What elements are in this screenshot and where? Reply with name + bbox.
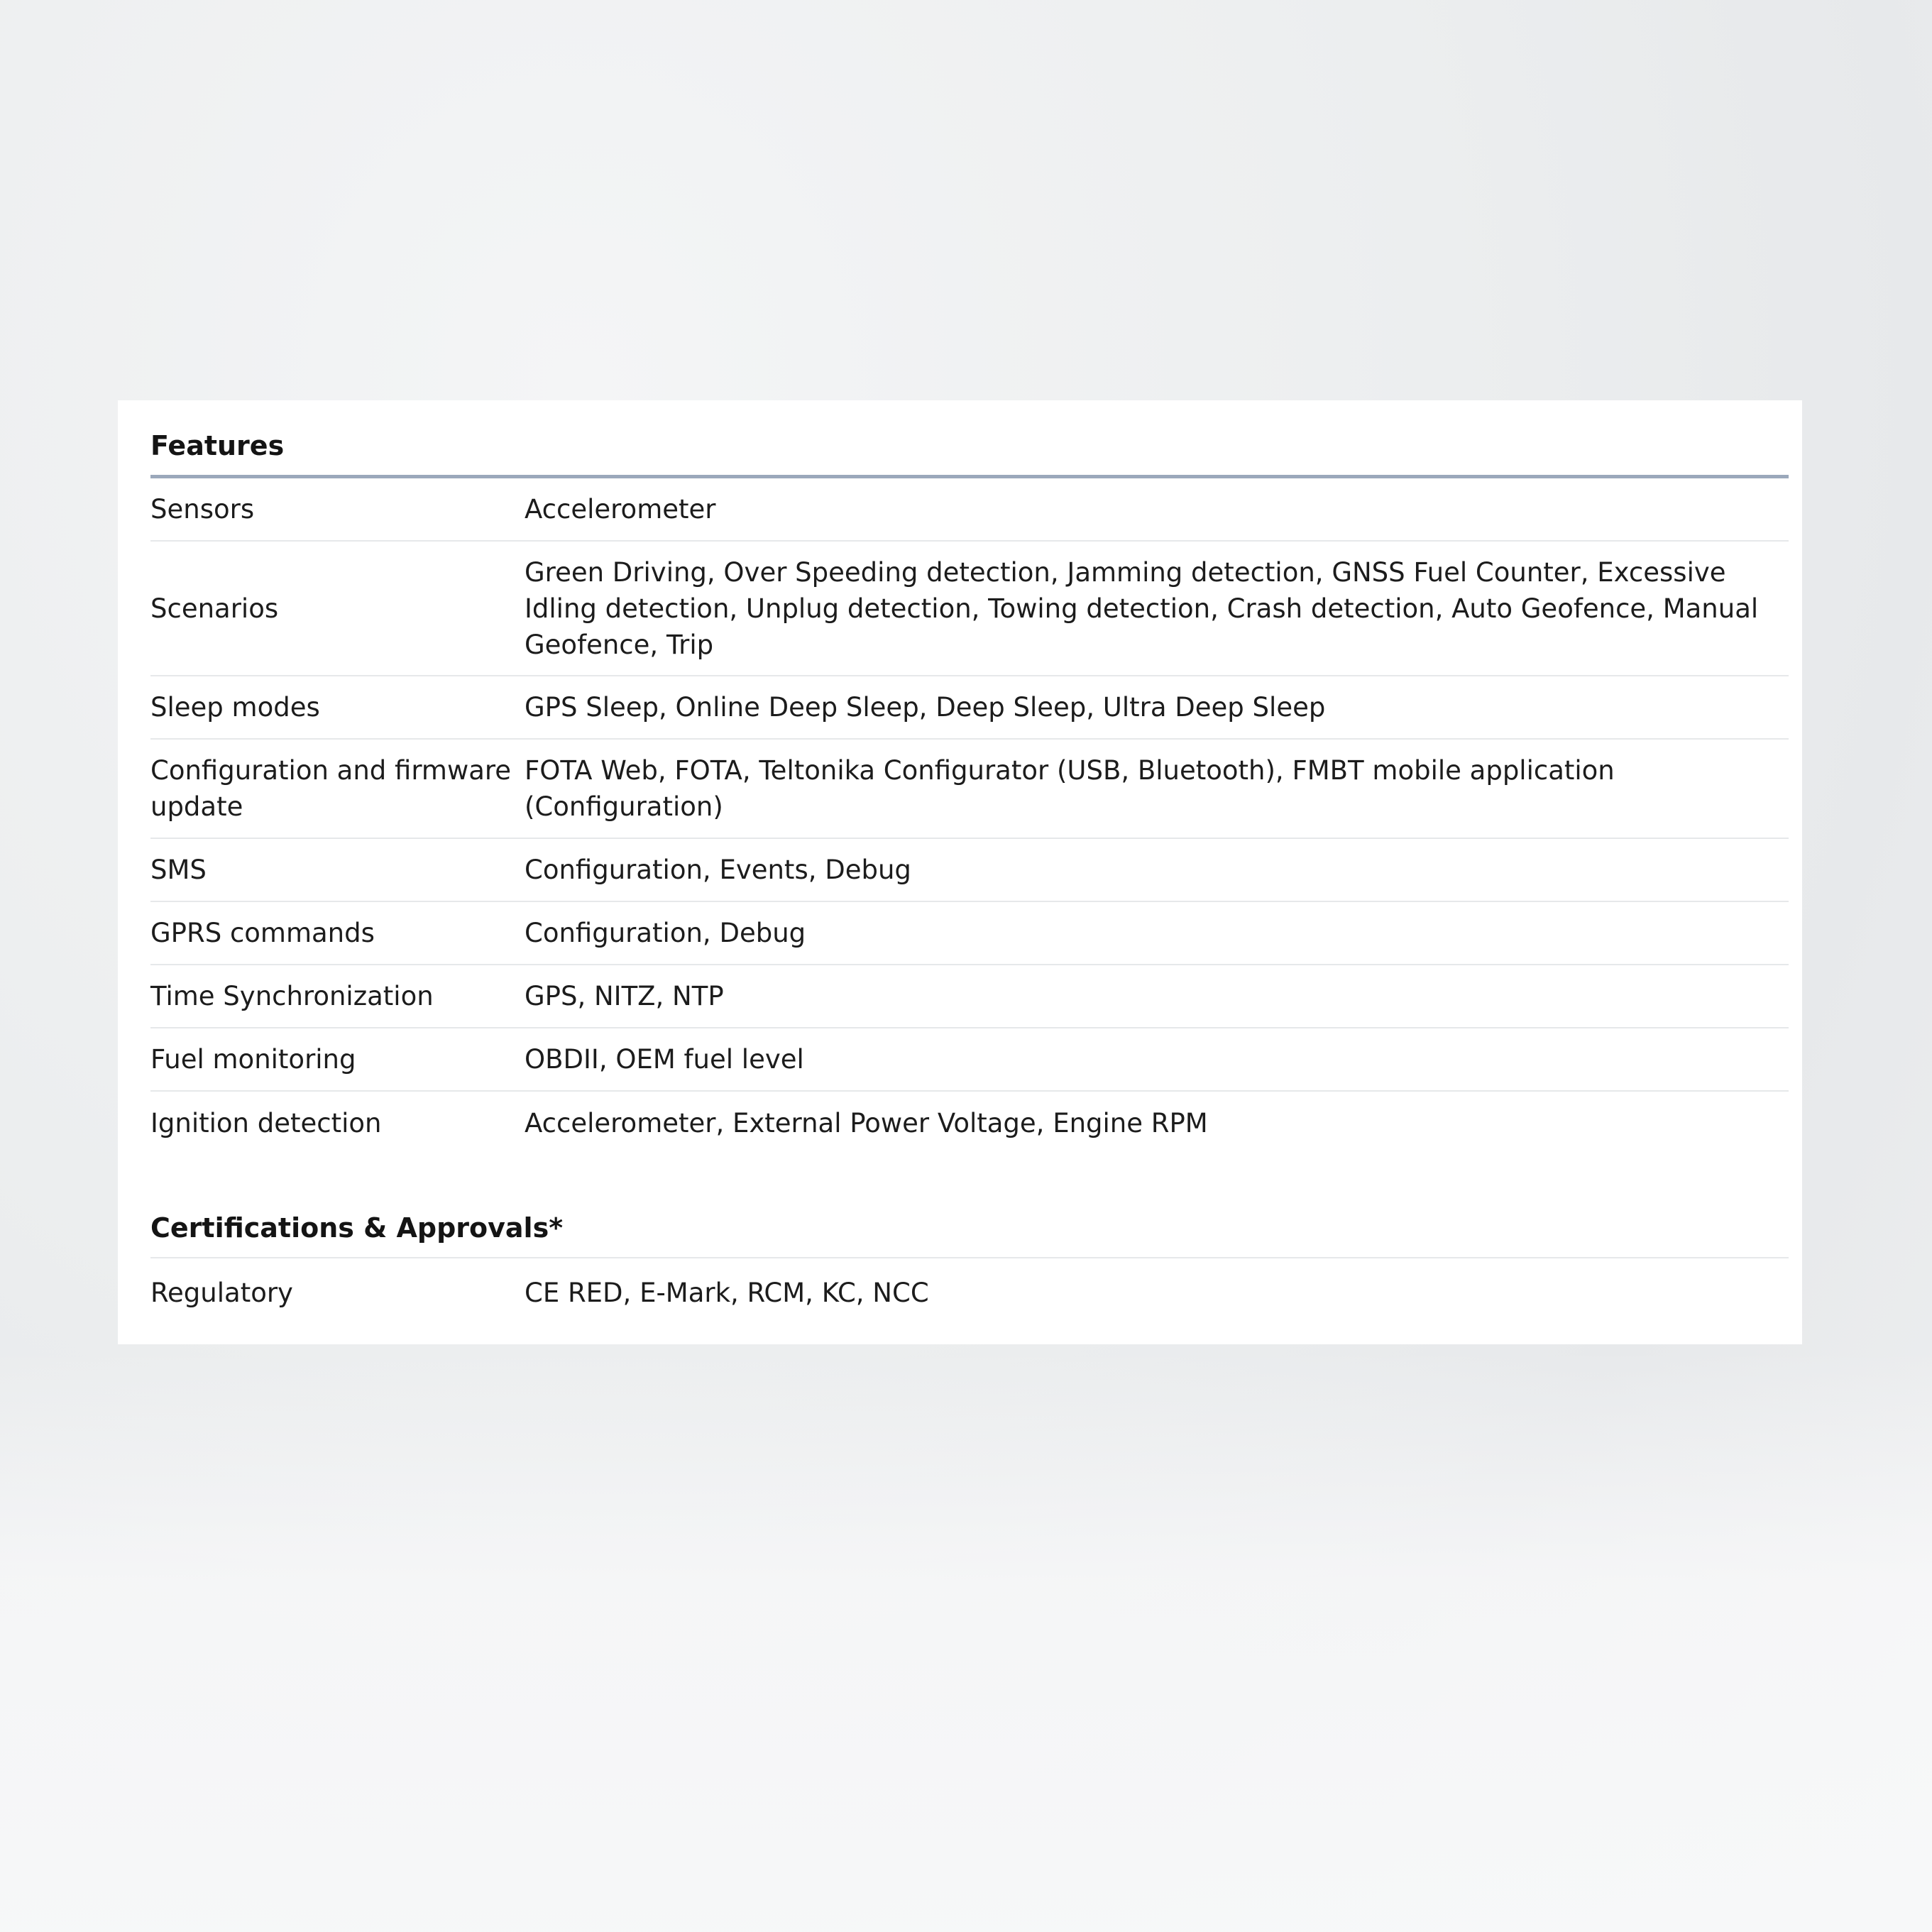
spec-value: Green Driving, Over Speeding detection, Jamming detection, GNSS Fuel Counter, Excessive Idling detection, Unplug detection, Towing detection, Crash detection, Auto Geofence, Manual Geofence, Trip xyxy=(525,556,1759,660)
spec-label: Fuel monitoring xyxy=(150,1044,356,1075)
spec-label: Regulatory xyxy=(150,1277,293,1308)
spec-row-gprs-commands xyxy=(150,902,1789,965)
spec-row-sms xyxy=(150,839,1789,902)
spec-label: Time Synchronization xyxy=(150,981,434,1011)
spec-row-sensors xyxy=(150,478,1789,542)
spec-label: SMS xyxy=(150,855,207,885)
spec-value: OBDII, OEM fuel level xyxy=(525,1044,804,1075)
spec-table-card xyxy=(118,400,1802,1344)
spec-value: Accelerometer, External Power Voltage, Engine RPM xyxy=(525,1108,1208,1138)
spec-label: Scenarios xyxy=(150,593,279,624)
spec-label: Sensors xyxy=(150,494,255,525)
spec-value: GPS Sleep, Online Deep Sleep, Deep Sleep, Ultra Deep Sleep xyxy=(525,692,1326,723)
spec-row-configuration xyxy=(150,740,1789,839)
spec-value: FOTA Web, FOTA, Teltonika Configurator (USB, Bluetooth), FMBT mobile application (Configuration) xyxy=(525,755,1615,822)
spec-value: Configuration, Events, Debug xyxy=(525,855,911,885)
background-sheen xyxy=(0,1349,1932,1932)
spec-row-fuel-monitoring xyxy=(150,1028,1789,1092)
spec-row-sleep-modes xyxy=(150,676,1789,740)
spec-label: Ignition detection xyxy=(150,1108,382,1138)
spec-value: Accelerometer xyxy=(525,494,716,525)
spec-row-scenarios xyxy=(150,542,1789,676)
spec-value: CE RED, E-Mark, RCM, KC, NCC xyxy=(525,1277,929,1308)
spec-value: Configuration, Debug xyxy=(525,918,806,948)
certifications-heading: Certifications & Approvals* xyxy=(150,1212,1789,1258)
features-heading: Features xyxy=(150,400,1789,478)
spec-label: Sleep modes xyxy=(150,692,320,723)
spec-label: Configuration and firmware update xyxy=(150,755,512,822)
spec-row-regulatory xyxy=(150,1258,1789,1327)
spec-row-ignition-detection xyxy=(150,1092,1789,1155)
spec-value: GPS, NITZ, NTP xyxy=(525,981,724,1011)
spec-label: GPRS commands xyxy=(150,918,375,948)
spec-row-time-sync xyxy=(150,965,1789,1028)
